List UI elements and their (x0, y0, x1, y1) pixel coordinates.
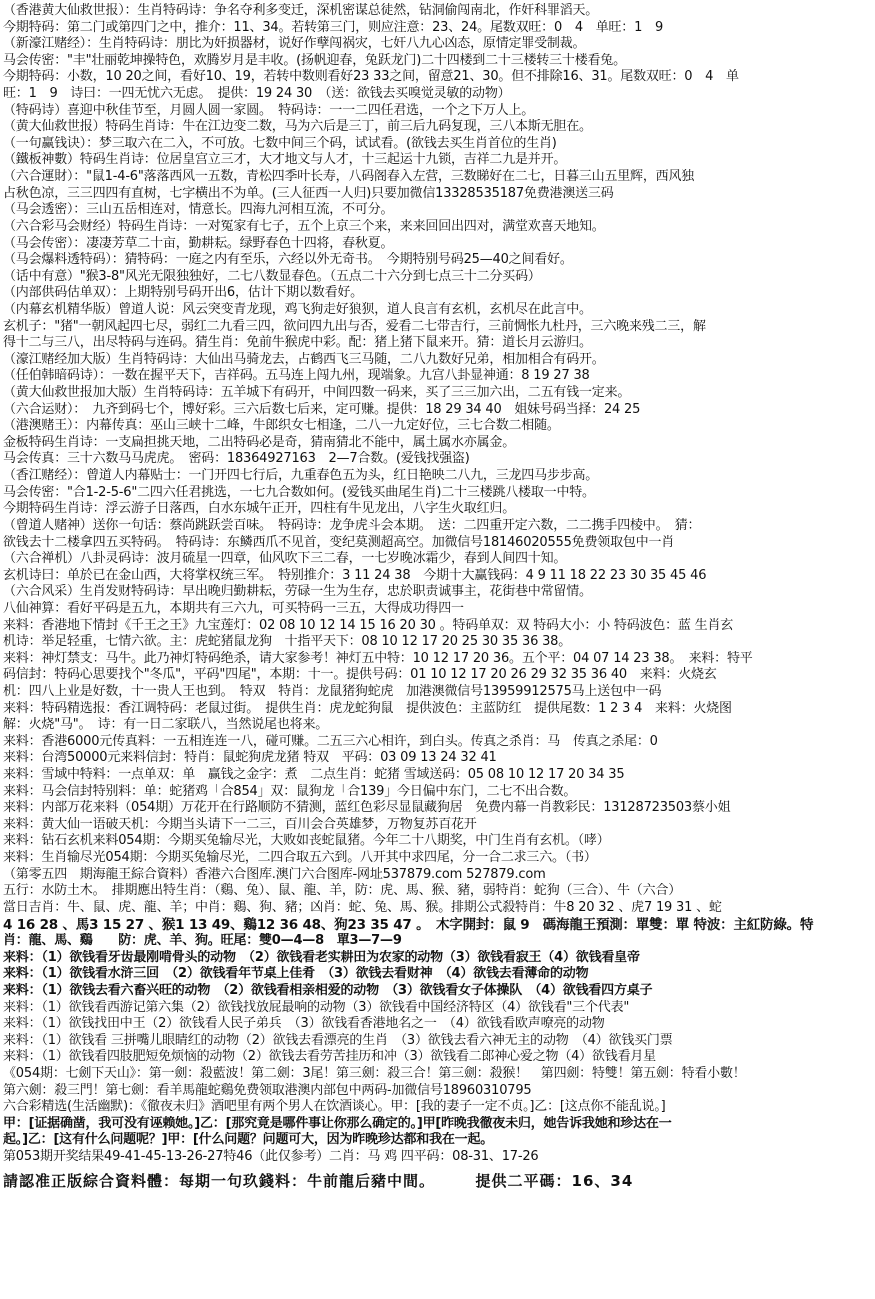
bulletin-line: 起。]乙：[这有什么问题呢？]甲：[什么问题？问题可大，因为昨晚珍达都和我在一起。 (3, 1132, 494, 1148)
bulletin-line: （新濠江赌经）：生肖特码诗：朋比为奸损器材，说好作孽闯祸灾，七奸八九心凶态，原情定罪受制裁。 (3, 36, 586, 52)
bulletin-line: （内部供码估单双）：上期特别号码开出6，估计下期以数看好。 (3, 285, 363, 301)
bulletin-line: 八仙神算：看好平码是五九，本期共有三六九，可买特码一三五，大得成功得四一 (3, 600, 464, 616)
bulletin-line: 得十二与三八，出尽特码与连码。猜生肖：免前牛猴虎中彩。配：猪上猪下鼠来开。猜：道长月云游归。 (3, 335, 592, 351)
bulletin-line: 来料：内部万花来料（054期）万花开在行路顺防不猜测，蓝红色彩尽显鼠藏狗居 免费内幕一肖教彩民：13128723503蔡小姐 (3, 800, 731, 816)
bulletin-line: （六合运财）： 九齐到码七个，博好彩。三六后数七后来，定可赚。提供：18 29 34 40 姐妹号码当择：24 25 (3, 401, 641, 417)
bulletin-line: 来料：生肖输尽光054期：今期买兔输尽光，二四合取五六到。八开其中求四尾，分一合二求三六。（书） (3, 850, 597, 866)
bulletin-line: （六合彩马会财经）特码生肖诗：一对冤家有七子，五个上京三个来，来来回回出四对，满堂欢喜天地知。 (3, 218, 605, 234)
bulletin-line: 来料：（1）欲钱找田中王（2）欲钱看人民子弟兵 （3）欲钱看香港地名之一 （4）欲钱看欧声嘹亮的动物 (3, 1016, 605, 1032)
bulletin-line: 马会传密："丰"壮丽乾坤操特色，欢腾岁月是丰收。(扬帆迎春，兔跃龙门)二十四楼到二十三楼转三十楼看兔。 (3, 52, 626, 68)
bulletin-line: 来料：台湾50000元来料信封：特肖：鼠蛇狗虎龙猪 特双 平码：03 09 13 24 32 41 (3, 750, 497, 766)
bulletin-line: 来料：神灯禁支：马牛。此乃神灯特码绝杀，请大家参考！神灯五中特：10 12 17 20 36。五个平：04 07 14 23 38。 来料：特平 (3, 650, 753, 666)
bulletin-line: 金板特码生肖诗：一支扁担挑天地，二出特码必是奇，猜南猜北不能中，属土属水亦属金。 (3, 434, 516, 450)
bulletin-line: 来料：（1）欲钱看 三拼嘴儿眼睛红的动物（2）欲钱去看漂亮的生肖 （3）欲钱去看六神无主的动物 （4）欲钱买门票 (3, 1032, 673, 1048)
bulletin-line: （曾道人赌神）送你一句话：蔡尚跳跃尝百味。 特码诗：龙争虎斗会本期。 送：二四重开定六数，二二携手四棱中。 猜： (3, 517, 701, 533)
bulletin-line: 来料：钻石玄机来料054期：今期买兔输尽光，大败如丧蛇鼠猪。今年二十八期奖，中门生肖有玄机。（哮） (3, 833, 610, 849)
lottery-bulletin-sheet (3, 3, 872, 1293)
bulletin-line: 来料：香港地下情封《千王之王》九宝莲灯：02 08 10 12 14 15 16 20 30 。特码单双：双 特码大小：小 特码波色：蓝 生肖玄 (3, 617, 734, 633)
bulletin-line: 肖：龍、馬、鷄 防：虎、羊、狗。旺尾：雙0—4—8 單3—7—9 (3, 933, 402, 949)
bulletin-line: （港澳赌王）：内幕传真：巫山三峡十二峰，牛郎织女七相逢，二八一九定好位，三七合数二相随。 (3, 418, 560, 434)
bulletin-line: 六合彩精选(生活幽默)：《徹夜未归》酒吧里有两个男人在饮酒谈心。甲：[我的妻子一定不贞。]乙：[这点你不能乱说。] (3, 1099, 666, 1115)
bulletin-line: 来料：（1）欲钱看牙齿最刚啃骨头的动物 （2）欲钱看老实耕田为农家的动物（3）欲钱看寂王（4）欲钱看皇帝 (3, 949, 640, 965)
bulletin-line: 今期特码生肖诗：浮云游子日落西，白水东城午正开，四柱有牛见龙出，八字生火取红归。 (3, 501, 516, 517)
bulletin-line: 第六劍：殺三門！第七劍：看羊馬龍蛇鷄免费领取港澳内部包中两码-加微信号18960310795 (3, 1082, 532, 1098)
bulletin-line: 解：火烧"马"。 诗：有一日二家联八，当然说尾也将来。 (3, 717, 329, 733)
bulletin-line: 马会传密："合1-2-5-6"二四六任君挑选，一七九合数如何。(爱钱买曲尾生肖)二十三楼跳八楼取一中特。 (3, 484, 595, 500)
bulletin-line: 来料：香港6000元传真料：一五相连连一八，碰可赚。二五三六心相许，到白头。传真之杀肖：马 传真之杀尾：0 (3, 733, 658, 749)
bulletin-line: 第053期开奖结果49-41-45-13-26-27特46（此仅参考）二肖：马 鸡 四平码：08-31、17-26 (3, 1149, 539, 1165)
bulletin-line: 来料：黄大仙一语破天机：今期当头请下一二三，百川会合英雄梦，万物复苏百花开 (3, 816, 477, 832)
bulletin-line: 當日吉肖：牛、鼠、虎、龍、羊；中肖：鷄、狗、豬；凶肖：蛇、兔、馬、猴。排期公式殺特肖：牛8 20 32 、虎7 19 31 、蛇 (3, 899, 722, 915)
bulletin-line: 来料：马会信封特别料：单：蛇猪鸡「合854」双：鼠狗龙「合139」今日偏中东门，二七不出合数。 (3, 783, 577, 799)
bulletin-line: 来料：特码精选报：香江调特码：老鼠过街。 提供生肖：虎龙蛇狗鼠 提供波色：主蓝防红 提供尾数：1 2 3 4 来料：火烧图 (3, 700, 732, 716)
bulletin-line: 马会传真：三十六数马马虎虎。 密码：18364927163 2—7合数。(爱钱找强盗) (3, 451, 470, 467)
bulletin-line: 玄机诗曰：单於已在金山西，大将掌权统三军。 特别推介：3 11 24 38 今期十大赢钱码：4 9 11 18 22 23 30 35 45 46 (3, 567, 707, 583)
footer-banner: 請認准正版綜合資料體：每期一句玖錢料：牛前龍后豬中間。 提供二平碼：16、34 (3, 1171, 634, 1190)
bulletin-line: 玄机子："猪"一朝风起四七尽，弱红二九看三四，欲问四九出与否，爱看二七带吉行，三前惆怅九杜丹，三六晚来残二三，解 (3, 318, 706, 334)
bulletin-line: （黄大仙救世报加大版）生肖特码诗：五羊城下有码开，中间四数一码来，买了三三加六出，二五有钱一定来。 (3, 385, 631, 401)
bulletin-line: （马会传密）：凄凄芳草二十亩，勤耕耘。绿野春色十四将，春秋夏。 (3, 235, 394, 251)
bulletin-line: 欲钱去十二楼拿四五买特码。 特码诗：东鳞西爪不见首，变纪莫测超高空。加微信号18146020555免费领取包中一肖 (3, 534, 675, 550)
bulletin-line: 来料：（1）欲钱看四肢肥短免烦恼的动物（2）欲钱去看劳苦挂历和冲（3）欲钱看二郎神心爱之物（4）欲钱看月星 (3, 1049, 656, 1065)
bulletin-line: 来料：（1）欲钱去看六畜兴旺的动物 （2）欲钱看相亲相爱的动物 （3）欲钱看女子体操队 （4）欲钱看四方桌子 (3, 982, 653, 998)
bulletin-line: （任伯韩暗码诗）：一数在握平天下，吉祥码。五马连上闯九州，现端象。九宫八卦显神通：8 19 27 38 (3, 368, 590, 384)
bulletin-line: 机诗：举足轻重，七情六欲。主：虎蛇猪鼠龙狗 十指平天下：08 10 12 17 20 25 30 35 36 38。 (3, 634, 572, 650)
bulletin-line: （濠江赌经加大版）生肖特码诗：大仙出马骑龙去，占鹤西飞三马随，二八九数好兄弟，相加相合有码开。 (3, 351, 605, 367)
bulletin-line: 五行：水防土木。 排期應出特生肖：（鷄、兔）、鼠、龍、羊，防：虎、馬、猴、豬，弱特肖：蛇狗（三合）、牛（六合） (3, 883, 682, 899)
bulletin-line: （香江赌经）：曾道人内幕贴士：一门开四七行后，九重春色五为头，红日艳映二八九，三龙四马步步高。 (3, 468, 599, 484)
bulletin-line: （香港黄大仙救世报）：生肖特码诗：争名夺利多变迁，深机密谋总徒然，钻洞偷闯南北，作奸科罪滔天。 (3, 3, 599, 18)
bulletin-line: 码信封：特码心思要找个"冬瓜"，平码"四尾"，本期：十一。提供号码：01 10 12 17 20 26 29 32 35 36 40 来料：火烧玄 (3, 667, 717, 683)
bulletin-line: 来料：雪域中特料：一点单双：单 赢钱之金字：煮 二点生肖：蛇猪 雪域送码：05 08 10 12 17 20 34 35 (3, 767, 625, 783)
bulletin-line: 4 16 28 、馬3 15 27 、猴1 13 49、鷄12 36 48、狗23 35 47 。 木字開封：鼠 9 碼海龍王預測：單雙：單 特波：主紅防綠。特 (3, 916, 814, 933)
bulletin-line: （内幕玄机精华版）曾道人说：风云突变青龙现，鸡飞狗走好狼狈，道人良言有玄机，玄机尽在此言中。 (3, 301, 592, 317)
bulletin-line: 今期特码：第二门或第四门之中，推介：11、34。若转第三门，则应注意：23、24。尾数双旺：0 4 单旺：1 9 (3, 19, 664, 35)
bulletin-line: 今期特码：小数，10 20之间，看好10、19，若转中数则看好23 33之间，留意21、30。但不排除16、31。尾数双旺：0 4 单 (3, 69, 739, 85)
bulletin-line: （黄大仙救世报）特码生肖诗：牛在江边变二数，马为六后是三丁，前三后九码复现，三八本斯无胆在。 (3, 119, 592, 135)
bulletin-line: （马会爆料透特码）：猜特码：一庭之内有至乐，六经以外无奇书。 今期特别号码25—40之间看好。 (3, 252, 573, 268)
bulletin-line: （六合禅机）八卦灵码诗：波月硫星一四章，仙风吹下三二春，一七岁晚冰霜少，春到人间四十知。 (3, 551, 567, 567)
bulletin-line: 来料：（1）欲钱看西游记第六集（2）欲钱找放屁最响的动物（3）欲钱看中国经济特区（4）欲钱看"三个代表" (3, 999, 630, 1015)
bulletin-line: 甲：[证据确凿，我可没有诬赖她。]乙：[那究竟是哪件事让你那么确定的。]甲[昨晚我徹夜未归，她告诉我她和珍达在一 (3, 1115, 672, 1131)
bulletin-line: 来料：（1）欲钱看水浒三回 （2）欲钱看年节桌上佳肴 （3）欲钱去看财神 （4）欲钱去看薄命的动物 (3, 966, 589, 982)
bulletin-line: 旺：1 9 诗曰：一四无忧六无虑。 提供：19 24 30 （送：欲钱去买嗅觉灵敏的动物） (3, 86, 511, 102)
bulletin-lines (3, 3, 872, 1166)
bulletin-line: （六合风采）生肖发财特码诗：早出晚归勤耕耘，劳碌一生为生存，忠於职责诚事主，花街巷中常留情。 (3, 584, 592, 600)
bulletin-line: （鐵板神數）特码生肖诗：位居皇宫立三才，大才地文与人才，十三起运十九锁，吉祥二九是并开。 (3, 152, 567, 168)
bulletin-line: （马会透密）：三山五岳相连对，情意长。四海九河相互流，不可分。 (3, 202, 394, 218)
bulletin-line: 机：四八上业是好数，十一贵人王也到。 特双 特肖：龙鼠猪狗蛇虎 加港澳微信号13959912575马上送包中一码 (3, 683, 662, 699)
bulletin-line: （一句赢钱诀）：梦三取六在二入，不可放。七数中间三个码，试试看。(欲钱去买生肖首位的生肖) (3, 135, 557, 151)
bulletin-line: （特码诗）喜迎中秋佳节至，月圆人圆一家圆。 特码诗：一一二四任君选，一个之下万人上。 (3, 102, 535, 118)
bulletin-line: （话中有意）"猴3-8"风光无限独独好，二七八数显春色。（五点二十六分到七点三十二分买码） (3, 268, 541, 284)
bulletin-line: （六合運財）："鼠1-4-6"落落西风一五数，青松四季叶长寿，八码阁春入左营，三数睇好在二七，日暮三山五里辉，西风独 (3, 169, 695, 185)
bulletin-line: 《054期：七劍下天山》：第一劍：殺藍波！第二劍：3尾！第三劍：殺三合！第三劍：殺猴！ 第四劍：特雙！第五劍：特看小數！ (3, 1066, 746, 1081)
bulletin-line: （第零五四 期海龍王綜合資料）香港六合图库.澳门六合图库-网址537879.com 527879.com (3, 866, 546, 882)
bulletin-line: 占秋色凉，三三四四有直树，七字横出不为单。(三人征西一人归)只要加微信13328535187免费港澳送三码 (3, 185, 614, 201)
